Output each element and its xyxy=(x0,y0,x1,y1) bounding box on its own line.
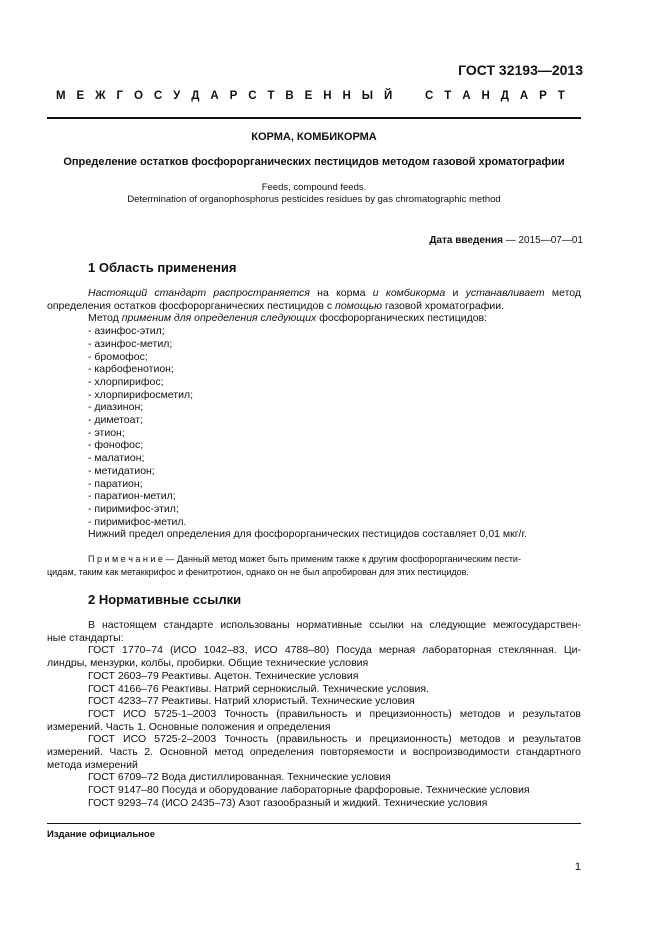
date-value: — 2015—07—01 xyxy=(502,235,583,246)
scope-paragraph-line1: Настоящий стандарт распространяется на корма и комбикорма и устанавливает метод xyxy=(88,287,581,299)
banner-letter: Р xyxy=(539,90,547,102)
banner-letter: Н xyxy=(323,90,332,102)
banner-letter: А xyxy=(462,90,471,102)
banner-letter: Ы xyxy=(361,90,374,102)
pesticide-list-item: - этион; xyxy=(88,426,125,439)
note-line2: цидам, таким как метаккрифос и фенитротион, однако он не был апробирован для этих пестицидов. xyxy=(47,567,469,577)
banner-letter: Р xyxy=(229,90,238,102)
note-line1: П р и м е ч а н и е — Данный метод может быть применим также к другим фосфорорганическим пести- xyxy=(88,554,521,564)
pesticide-list-item: - паратион-метил; xyxy=(88,490,176,503)
pesticide-list-item: - бромофос; xyxy=(88,350,148,363)
method-paragraph: Метод применим для определения следующих фосфорорганических пестицидов: xyxy=(88,312,488,325)
pesticide-list-item: - хлорпирифос; xyxy=(88,375,164,388)
pesticide-list xyxy=(47,325,581,528)
banner-letter: Н xyxy=(481,90,490,102)
reference-line: ные стандарты: xyxy=(47,631,124,644)
pesticide-list-item: - паратион; xyxy=(88,477,143,490)
reference-line: измерений. Часть 2. Основной метод определения повторяемости и воспроизводимости стандартного xyxy=(47,746,581,759)
document-title: КОРМА, КОМБИКОРМА xyxy=(251,131,377,143)
section-1-heading: 1 Область применения xyxy=(88,260,237,275)
banner-letter: В xyxy=(285,90,294,102)
reference-line: В настоящем стандарте использованы нормативные ссылки на следующие межгосударствен- xyxy=(88,619,581,631)
banner-letter: А xyxy=(210,90,219,102)
banner-letter: Г xyxy=(116,90,124,102)
pesticide-list-item: - фонофос; xyxy=(88,439,144,452)
pesticide-list-item: - карбофенотион; xyxy=(88,363,174,376)
banner-letter: Т xyxy=(557,90,565,102)
scope-paragraph-line2: определения остатков фосфорорганических пестицидов с помощью газовой хроматографии. xyxy=(47,299,505,312)
pesticide-list-item: - метидатион; xyxy=(88,464,155,477)
section-2-heading: 2 Нормативные ссылки xyxy=(88,592,242,607)
interstate-standard-banner xyxy=(56,90,565,102)
section-2-body xyxy=(47,619,581,810)
banner-letter: У xyxy=(173,90,181,102)
pesticide-list-item: - азинфос-этил; xyxy=(88,325,165,338)
note-label: П р и м е ч а н и е xyxy=(88,554,163,564)
section-1-body xyxy=(47,287,581,541)
reference-line: ГОСТ 9147–80 Посуда и оборудование лабораторные фарфоровые. Технические условия xyxy=(88,784,530,797)
reference-line: ГОСТ 9293–74 (ИСО 2435–73) Азот газообразный и жидкий. Технические условия xyxy=(88,796,488,809)
pesticide-list-item: - диметоат; xyxy=(88,414,143,427)
note xyxy=(47,553,581,579)
reference-line: ГОСТ 4233–77 Реактивы. Натрий хлористый. Технические условия xyxy=(88,695,415,708)
english-title-line1: Feeds, compound feeds. xyxy=(261,182,367,193)
banner-letter: Н xyxy=(342,90,351,102)
banner-letter: О xyxy=(133,90,143,102)
banner-letter: Ж xyxy=(95,90,106,102)
gost-code: ГОСТ 32193—2013 xyxy=(458,62,583,78)
reference-line: линдры, мензурки, колбы, пробирки. Общие технические условия xyxy=(47,657,369,670)
banner-letter: С xyxy=(425,90,434,102)
reference-line: ГОСТ ИСО 5725-1–2003 Точность (правильность и прецизионность) методов и результатов xyxy=(88,707,581,720)
banner-letter: С xyxy=(153,90,163,102)
page-number: 1 xyxy=(574,861,581,873)
banner-letter: А xyxy=(519,90,529,102)
banner-letter: Д xyxy=(500,90,509,102)
official-edition: Издание официальное xyxy=(47,829,155,840)
banner-letter: Е xyxy=(76,90,85,102)
reference-line: метода измерений xyxy=(47,758,138,771)
pesticide-list-item: - диазинон; xyxy=(88,401,144,414)
reference-line: ГОСТ 1770–74 (ИСО 1042–83, ИСО 4788–80) Посуда мерная лабораторная стеклянная. Ци- xyxy=(88,644,581,657)
banner-letter: С xyxy=(248,90,257,102)
pesticide-list-item: - пиримифос-метил. xyxy=(88,515,187,528)
footer-rule xyxy=(47,823,581,824)
pesticide-list-item: - азинфос-метил; xyxy=(88,337,173,350)
pesticide-list-item: - пиримифос-этил; xyxy=(88,502,179,515)
reference-line: ГОСТ 2603–79 Реактивы. Ацетон. Технические условия xyxy=(88,669,359,682)
pesticide-list-item: - хлорпирифосметил; xyxy=(88,388,193,401)
banner-letter: Т xyxy=(267,90,275,102)
pesticide-list-item: - малатион; xyxy=(88,452,145,465)
reference-line: ГОСТ ИСО 5725-2–2003 Точность (правильность и прецизионность) методов и результатов xyxy=(88,733,581,746)
introduction-date xyxy=(429,235,583,246)
header-rule xyxy=(47,117,581,119)
reference-line: ГОСТ 6709–72 Вода дистиллированная. Технические условия xyxy=(88,771,391,784)
english-title-line2: Determination of organophosphorus pesticides residues by gas chromatographic method xyxy=(127,194,501,205)
detection-limit: Нижний предел определения для фосфорорганических пестицидов составляет 0,01 мкг/г. xyxy=(88,528,527,541)
banner-letter: Й xyxy=(383,90,393,102)
banner-letter: Д xyxy=(191,90,200,102)
document-subtitle: Определение остатков фосфорорганических пестицидов методом газовой хроматографии xyxy=(63,156,565,168)
banner-letter: Т xyxy=(444,90,452,102)
banner-letter: М xyxy=(56,90,66,102)
date-label: Дата введения xyxy=(429,235,503,246)
reference-line: ГОСТ 4166–76 Реактивы. Натрий сернокислый. Технические условия. xyxy=(88,682,429,695)
banner-letter: Е xyxy=(304,90,313,102)
reference-line: измерений. Часть 1. Основные положения и определения xyxy=(47,720,331,733)
